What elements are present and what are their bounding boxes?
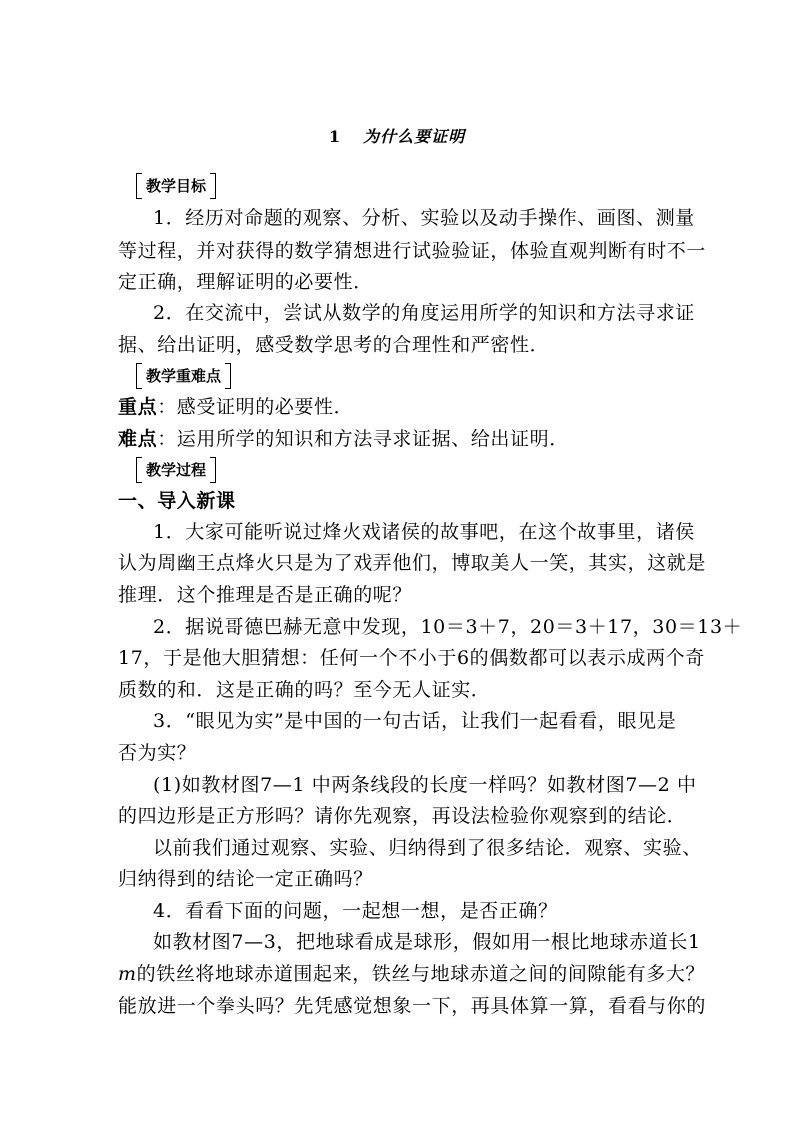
para-3b-line-1: 以前我们通过观察、实验、归纳得到了很多结论．观察、实验、 (153, 837, 702, 859)
goal-1-line-2: 等过程，并对获得的数学猜想进行试验验证，体验直观判断有时不一 (118, 240, 707, 262)
para-1-line-2: 认为周幽王点烽火只是为了戏弄他们，博取美人一笑，其实，这就是 (118, 552, 707, 574)
para-4-line-1: 4．看看下面的问题，一起想一想，是否正确？ (153, 900, 558, 922)
goal-2-line-2: 据、给出证明，感受数学思考的合理性和严密性． (118, 334, 550, 356)
para-5-line-3: 能放进一个拳头吗？先凭感觉想象一下，再具体算一算，看看与你的 (118, 995, 707, 1017)
section-label-key-points: 教学重难点 (138, 366, 229, 386)
para-3-line-1: 3．“眼见为实”是中国的一句古话，让我们一起看看，眼见是 (153, 710, 677, 732)
difficulty-line (118, 426, 678, 452)
para-5-line-2 (118, 961, 706, 987)
para-5-line-2-text: 的铁丝将地球赤道围起来，铁丝与地球赤道之间的间隙能有多大？ (136, 963, 706, 985)
focus-label: 重点 (118, 396, 158, 418)
para-2-line-3: 质数的和．这是正确的吗？至今无人证实． (118, 679, 491, 701)
unit-m: m (118, 963, 137, 985)
title-text: 为什么要证明 (363, 127, 466, 146)
para-2-line-1: 2．据说哥德巴赫无意中发现，10＝3＋7，20＝3＋17，30＝13＋ (153, 616, 743, 638)
para-1-line-3: 推理．这个推理是否是正确的呢？ (118, 584, 413, 606)
para-2-line-2: 17，于是他大胆猜想：任何一个不小于6的偶数都可以表示成两个奇 (118, 647, 705, 669)
para-3-line-2: 否为实？ (118, 742, 197, 764)
section-label-process: 教学过程 (138, 460, 214, 480)
goal-1-line-3: 定正确，理解证明的必要性． (118, 271, 373, 293)
title-number: 1 (328, 127, 342, 146)
para-3a-line-1: (1)如教材图7—1 中两条线段的长度一样吗？如教材图7—2 中 (153, 774, 697, 796)
focus-line (118, 394, 678, 420)
section-label-goals: 教学目标 (138, 176, 214, 196)
para-5-line-1: 如教材图7—3，把地球看成是球形，假如用一根比地球赤道长1 (153, 931, 701, 953)
para-3a-line-2: 的四边形是正方形吗？请你先观察，再设法检验你观察到的结论． (118, 805, 687, 827)
para-1-line-1: 1．大家可能听说过烽火戏诸侯的故事吧，在这个故事里，诸侯 (153, 521, 695, 543)
goal-1-line-1: 1．经历对命题的观察、分析、实验以及动手操作、画图、测量 (153, 207, 695, 229)
page-title (0, 124, 794, 147)
focus-text: ：感受证明的必要性． (157, 396, 354, 418)
para-3b-line-2: 归纳得到的结论一定正确吗？ (118, 868, 373, 890)
goal-2-line-1: 2．在交流中，尝试从数学的角度运用所学的知识和方法寻求证 (153, 302, 695, 324)
heading-intro: 一、导入新课 (118, 490, 236, 512)
difficulty-text: ：运用所学的知识和方法寻求证据、给出证明． (157, 428, 569, 450)
difficulty-label: 难点 (118, 428, 158, 450)
